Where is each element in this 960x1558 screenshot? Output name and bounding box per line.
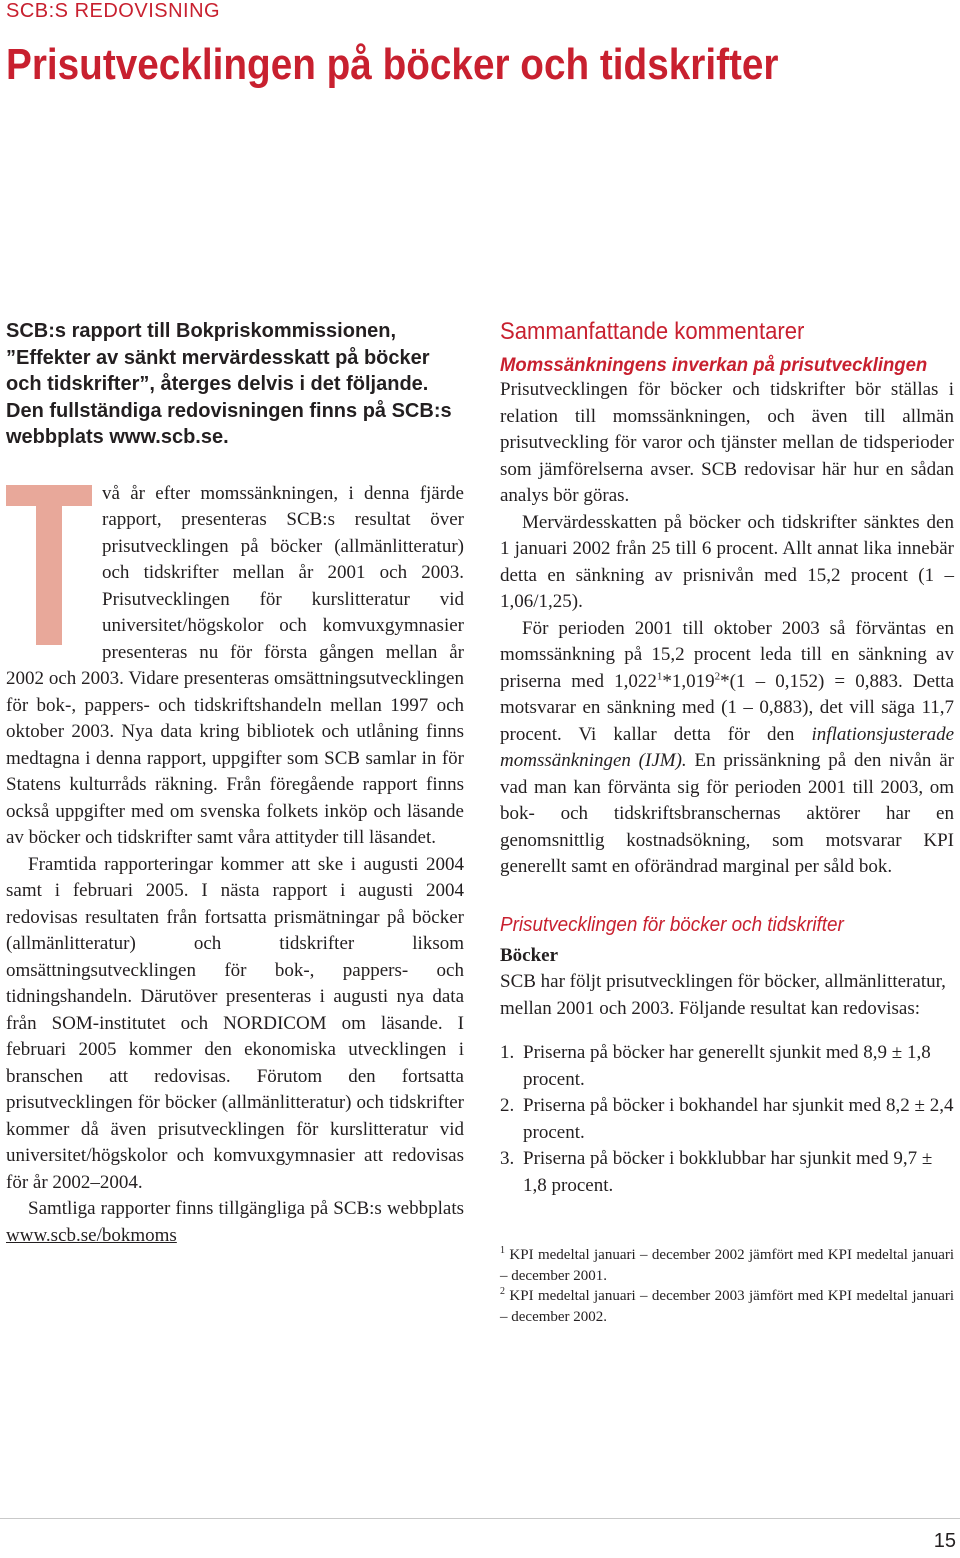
footnote bbox=[500, 1245, 954, 1286]
list-item bbox=[500, 1040, 954, 1093]
books-body bbox=[500, 969, 954, 1022]
ijm-text-4: En prissänkning på den nivån är vad man kan förvänta sig för perioden 2001 till 2003, om bok- och tidskriftsbranschernas aktörer har en genomsnittlig kostnadsökning, som motsvarar KPI generellt samt en oförändrad marginal per såld bok. bbox=[500, 750, 954, 877]
ijm-text-2: *1,019 bbox=[662, 670, 715, 692]
footnote-mark: 1 bbox=[500, 1245, 505, 1256]
footnote-ref-1: 1 bbox=[656, 670, 663, 683]
intro-paragraph: vå år efter momssänkningen, i denna fjärde rapport, presenteras SCB:s resultat över prisutvecklingen på böcker (allmänlitteratur) och tidskrifter mellan år 2001 och 2003. Prisutvecklingen för kurslitteratur vid universitet/högskolor och komvuxgymnasier presenteras nu för första gången mellan år 2002 och 2003. Vidare presenteras omsättningsutvecklingen för bok-, pappers- och tidskriftshandeln mellan 1997 och oktober 2003. Nya data kring bibliotek och utlåning finns medtagna i denna rapport, uppgifter som SCB samlar in för Statens kulturråds räkning. Från föregående rapport finns också uppgifter med om svenska folkets inköp och läsande av böcker och tidskrifter samt våra attityder till läsandet. bbox=[6, 482, 464, 848]
results-list bbox=[500, 1040, 954, 1199]
future-reports-paragraph: Framtida rapporteringar kommer att ske i augusti 2004 samt i februari 2005. I nästa rapport i augusti 2004 redovisas resultaten från fortsatta prismätningar på böcker (allmänlitteratur) och tidskrifter liksom omsättningsutvecklingen för bok-, pappers- och tidningshandeln. Därutöver presenteras i augusti nya data från SOM-institutet och NORDICOM om läsande. I februari 2005 kommer den ekonomiska utvecklingen i branschen att redovisas. Förutom den fortsatta prisutvecklingen för böcker (allmänlitteratur) och tidskrifter kommer då även prisutvecklingen för kurslitteratur vid universitet/högskolor och komvuxgymnasier att redovisas för år 2002–2004. bbox=[6, 853, 464, 1193]
ijm-term: inflationsjusterade momssänkningen (IJM). bbox=[500, 723, 955, 771]
page-title: Prisutvecklingen på böcker och tidskrifter bbox=[6, 40, 779, 89]
dropcap bbox=[6, 485, 92, 645]
footnote-text: KPI medeltal januari – december 2002 jämfört med KPI medeltal januari – december 2001. bbox=[500, 1247, 955, 1284]
footnotes bbox=[500, 1245, 954, 1327]
footer-divider bbox=[0, 1518, 960, 1519]
availability-text: Samtliga rapporter finns tillgängliga på SCB:s webbplats bbox=[28, 1198, 464, 1219]
list-item bbox=[500, 1146, 954, 1199]
price-development-heading: Prisutvecklingen för böcker och tidskrifter bbox=[500, 912, 844, 936]
list-text: Priserna på böcker i bokhandel har sjunkit med 8,2 ± 2,4 procent. bbox=[523, 1095, 954, 1143]
books-subheading: Böcker bbox=[500, 944, 559, 966]
left-column bbox=[6, 318, 464, 1249]
ijm-text-3: *(1 – 0,152) = 0,883. Detta motsvarar en sänkning med (1 – 0,883), det vill säga 11,7 procent. Vi kallar detta för den bbox=[500, 670, 955, 745]
body-text-right bbox=[500, 377, 954, 881]
ijm-text-1: För perioden 2001 till oktober 2003 så förväntas en momssänkning på 15,2 procent leda till en sänkning av priserna med 1,022 bbox=[500, 617, 954, 692]
list-number: 3. bbox=[500, 1148, 515, 1169]
body-text-left bbox=[6, 481, 464, 1250]
footnote bbox=[500, 1286, 954, 1327]
dropcap-t-shape bbox=[6, 485, 92, 645]
section-label: SCB:S REDOVISNING bbox=[6, 0, 221, 22]
footnote-ref-2: 2 bbox=[714, 670, 721, 683]
footnote-mark: 2 bbox=[500, 1286, 505, 1297]
vat-cut-paragraph: Mervärdesskatten på böcker och tidskrifter sänktes den 1 januari 2002 från 25 till 6 procent. Allt annat lika innebär detta en sänkning av prisnivån med 15,2 procent (1 – 1,06/1,25). bbox=[500, 511, 954, 612]
right-column bbox=[500, 318, 954, 1327]
list-text: Priserna på böcker har generellt sjunkit med 8,9 ± 1,8 procent. bbox=[523, 1042, 931, 1090]
bokmoms-link[interactable]: www.scb.se/bokmoms bbox=[6, 1224, 177, 1246]
page-number: 15 bbox=[933, 1530, 956, 1552]
list-number: 1. bbox=[500, 1042, 515, 1063]
list-number: 2. bbox=[500, 1095, 515, 1116]
analysis-paragraph: Prisutvecklingen för böcker och tidskrifter bör ställas i relation till momssänkningen, och även till allmän prisutveckling för varor och tjänster mellan de tidsperioder som jämförelserna avser. SCB redovisar här hur en sådan analys bör göras. bbox=[500, 379, 954, 506]
footnote-text: KPI medeltal januari – december 2003 jämfört med KPI medeltal januari – december 2002. bbox=[500, 1288, 955, 1325]
availability-paragraph bbox=[6, 1196, 464, 1249]
summary-heading: Sammanfattande kommentarer bbox=[500, 318, 805, 345]
books-paragraph: SCB har följt prisutvecklingen för böcker, allmänlitteratur, mellan 2001 och 2003. Följande resultat kan redovisas: bbox=[500, 971, 946, 1019]
list-text: Priserna på böcker i bokklubbar har sjunkit med 9,7 ± 1,8 procent. bbox=[523, 1148, 933, 1196]
list-item bbox=[500, 1093, 954, 1146]
ijm-paragraph bbox=[500, 616, 954, 881]
vat-effect-subheading: Momssänkningens inverkan på prisutvecklingen bbox=[500, 354, 928, 376]
lead-paragraph: SCB:s rapport till Bokpriskommissionen, ”Effekter av sänkt mervärdesskatt på böcker och tidskrifter”, återges delvis i det följande. Den fullständiga redovisningen finns på SCB:s webbplats www.scb.se. bbox=[6, 320, 452, 448]
